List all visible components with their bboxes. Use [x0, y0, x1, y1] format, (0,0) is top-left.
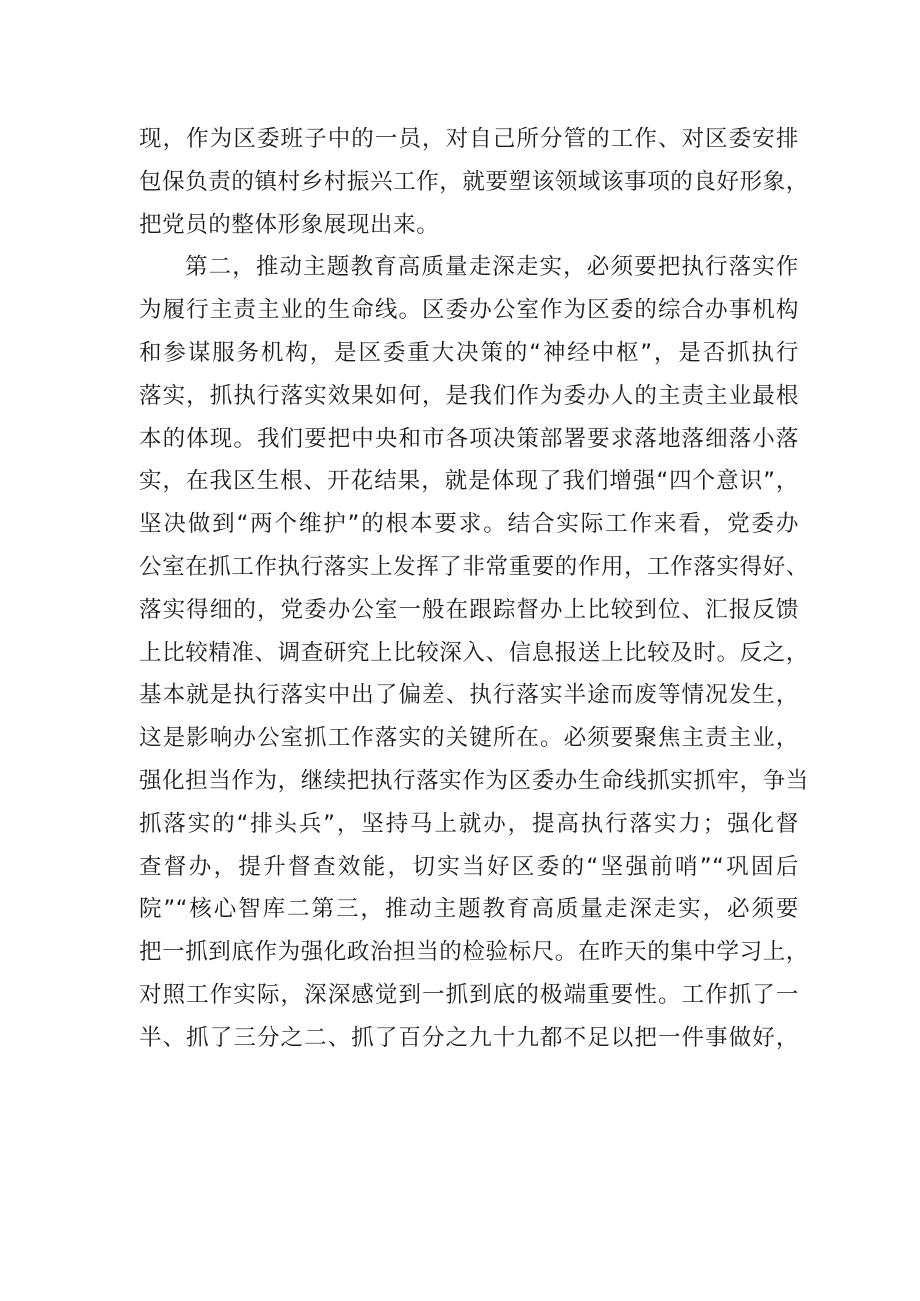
text-line: 强化担当作为，继续把执行落实作为区委办生命线抓实抓牢，争当 [139, 767, 809, 794]
text-line: 院”“核心智库二第三，推动主题教育高质量走深走实，必须要 [139, 896, 799, 923]
text-line: 为履行主责主业的生命线。区委办公室作为区委的综合办事机构 [139, 297, 799, 324]
text-line: 基本就是执行落实中出了偏差、执行落实半途而废等情况发生， [139, 682, 799, 709]
text-line: 把一抓到底作为强化政治担当的检验标尺。在昨天的集中学习上， [139, 939, 809, 966]
text-line: 把党员的整体形象展现出来。 [139, 211, 440, 238]
text-line: 坚决做到“两个维护”的根本要求。结合实际工作来看，党委办 [139, 511, 799, 538]
text-line: 公室在抓工作执行落实上发挥了非常重要的作用，工作落实得好、 [139, 553, 809, 580]
text-line: 包保负责的镇村乡村振兴工作，就要塑该领域该事项的良好形象， [139, 168, 809, 195]
text-line: 对照工作实际，深深感觉到一抓到底的极端重要性。工作抓了一 [139, 981, 799, 1008]
text-line: 查督办，提升督查效能，切实当好区委的“坚强前哨”“巩固后 [139, 853, 799, 880]
body-text [139, 118, 809, 1060]
text-line: 上比较精准、调查研究上比较深入、信息报送上比较及时。反之， [139, 639, 809, 666]
text-line: 这是影响办公室抓工作落实的关键所在。必须要聚焦主责主业， [139, 725, 799, 752]
text-line: 现，作为区委班子中的一员，对自己所分管的工作、对区委安排 [139, 126, 799, 152]
text-line: 落实，抓执行落实效果如何，是我们作为委办人的主责主业最根 [139, 382, 799, 409]
text-line: 本的体现。我们要把中央和市各项决策部署要求落地落细落小落 [139, 425, 799, 452]
text-line: 抓落实的“排头兵”，坚持马上就办，提高执行落实力；强化督 [139, 810, 799, 837]
text-line: 和参谋服务机构，是区委重大决策的“神经中枢”，是否抓执行 [139, 339, 799, 366]
text-line: 半、抓了三分之二、抓了百分之九十九都不足以把一件事做好， [139, 1024, 799, 1051]
text-line: 实，在我区生根、开花结果，就是体现了我们增强“四个意识”， [139, 468, 799, 495]
text-line: 落实得细的，党委办公室一般在跟踪督办上比较到位、汇报反馈 [139, 596, 799, 623]
paragraph-start-line: 第二，推动主题教育高质量走深走实，必须要把执行落实作 [185, 254, 799, 281]
